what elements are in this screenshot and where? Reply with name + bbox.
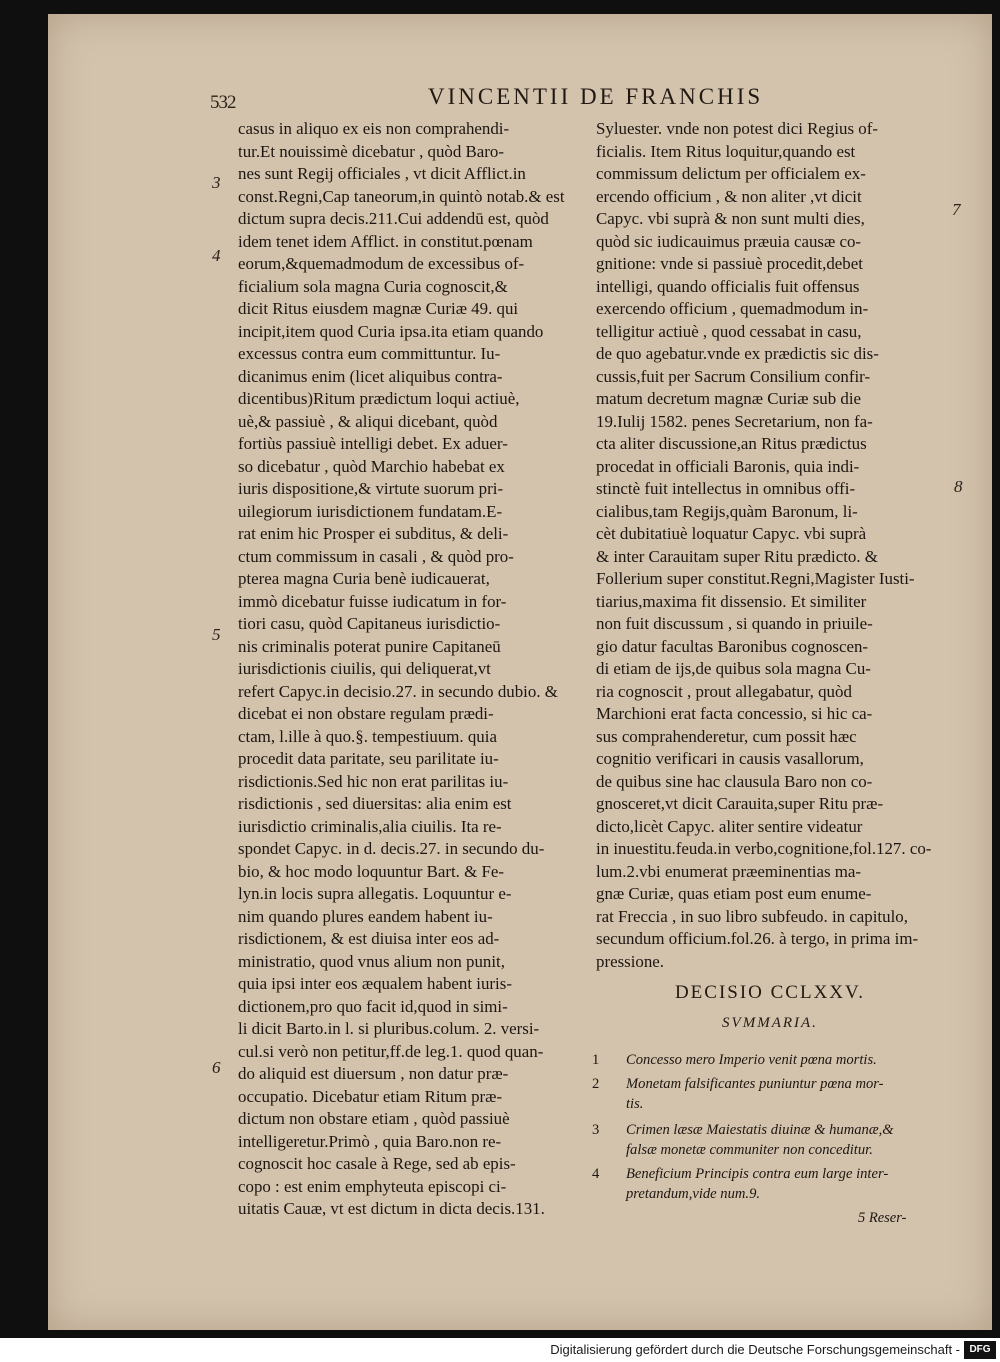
text-line: nim quando plures eandem habent iu- (238, 906, 493, 926)
text-line: rat Freccia , in suo libro subfeudo. in capitulo, (596, 906, 908, 926)
text-line: in inuestitu.feuda.in verbo,cognitione,fol.127. co- (596, 839, 932, 858)
text-line: de quo agebatur.vnde ex prædictis sic dis- (596, 344, 879, 363)
right-column-text (596, 118, 944, 973)
text-line: do aliquid est diuersum , non datur præ- (238, 1064, 509, 1083)
text-line: uè,& passiuè , & aliqui dicebant, quòd (238, 411, 498, 431)
text-line: gnosceret,vt dicit Carauita,super Ritu præ- (596, 794, 884, 813)
summary-item-text: Beneficium Principis contra eum large inter- pretandum,vide num.9. (626, 1166, 889, 1202)
dfg-logo: DFG (964, 1341, 996, 1359)
text-line: commissum delictum per officialem ex- (596, 164, 866, 183)
summary-item-3 (592, 1120, 952, 1164)
text-line: ria cognoscit , prout allegabatur, quòd (596, 681, 852, 701)
margin-number-3: 3 (212, 173, 221, 192)
text-line: cul.si verò non petitur,ff.de leg.1. quod quan- (238, 1041, 544, 1061)
text-line: cèt dubitatiuè loquatur Capyc. vbi suprà (596, 524, 867, 543)
catchword: 5 Reser- (858, 1210, 907, 1226)
footer-bar (0, 1338, 1000, 1362)
text-line: Marchioni erat facta concessio, si hic ca- (596, 704, 873, 723)
text-line: Capyc. vbi suprà & non sunt multi dies, (596, 209, 865, 228)
text-line: const.Regni,Cap taneorum,in quintò notab.& est (238, 186, 565, 206)
text-line: pterea magna Curia benè iudicauerat, (238, 569, 490, 588)
summary-item-text: Concesso mero Imperio venit pœna mortis. (626, 1052, 877, 1068)
running-head: VINCENTII DE FRANCHIS (428, 84, 764, 109)
summary-item-text: Crimen læsæ Maiestatis diuinæ & humanæ,& falsæ monetæ communiter non conceditur. (626, 1122, 894, 1158)
text-line: li dicit Barto.in l. si pluribus.colum. 2. versi- (238, 1019, 540, 1038)
text-line: cognitio verificari in causis vasallorum, (596, 749, 864, 768)
text-line: occupatio. Dicebatur etiam Ritum præ- (238, 1086, 503, 1106)
text-line: intelligeretur.Primò , quia Baro.non re- (238, 1131, 502, 1151)
text-line: tiarius,maxima fit dissensio. Et similiter (596, 591, 867, 611)
summary-item-4 (592, 1164, 952, 1208)
margin-number-5: 5 (212, 625, 221, 644)
text-line: & inter Carauitam super Ritu prædicto. & (596, 546, 878, 566)
text-line: spondet Capyc. in d. decis.27. in secundo du- (238, 839, 545, 858)
text-line: risdictionem, & est diuisa inter eos ad- (238, 929, 500, 948)
text-line: Follerium super constitut.Regni,Magister Iusti- (596, 569, 915, 588)
text-line: stinctè fuit intellectus in omnibus offi- (596, 479, 856, 498)
margin-number-4: 4 (212, 246, 221, 265)
text-line: 19.Iulij 1582. penes Secretarium, non fa- (596, 411, 873, 431)
text-line: ficialium sola magna Curia cognoscit,& (238, 276, 508, 296)
text-line: gnitione: vnde si passiuè procedit,debet (596, 254, 863, 273)
text-line: iurisdictionis ciuilis, qui deliquerat,vt (238, 659, 491, 678)
text-line: incipit,item quod Curia ipsa.ita etiam quando (238, 321, 544, 341)
summary-item-number: 4 (592, 1166, 600, 1182)
summary-item-number: 1 (592, 1052, 600, 1068)
text-line: risdictionis.Sed hic non erat parilitas iu- (238, 771, 509, 791)
margin-number-8: 8 (954, 477, 963, 496)
text-line: ctum commissum in casali , & quòd pro- (238, 546, 514, 566)
margin-number-6: 6 (212, 1058, 221, 1077)
text-line: risdictionis , sed diuersitas: alia enim est (238, 794, 512, 813)
text-line: non fuit discussum , si quando in priuile- (596, 614, 873, 633)
text-line: dicto,licèt Capyc. aliter sentire videatur (596, 816, 863, 836)
text-line: dicit Ritus eiusdem magnæ Curiæ 49. qui (238, 299, 519, 318)
text-line: Syluester. vnde non potest dici Regius of- (596, 119, 878, 138)
text-line: bio, & hoc modo loquuntur Bart. & Fe- (238, 861, 505, 881)
text-line: rat enim hic Prosper ei subditus, & deli- (238, 524, 509, 543)
text-line: nes sunt Regij officiales , vt dicit Afflict.in (238, 164, 526, 183)
text-line: nis criminalis poterat punire Capitaneū (238, 636, 501, 656)
text-line: copo : est enim emphyteuta episcopi ci- (238, 1176, 507, 1196)
text-line: uilegiorum iurisdictionem fundatam.E- (238, 501, 503, 521)
text-line: so dicebatur , quòd Marchio habebat ex (238, 456, 505, 476)
summary-item-2 (592, 1074, 952, 1118)
left-column-text (238, 118, 580, 1221)
text-line: procedit data paritate, seu parilitate iu- (238, 749, 499, 768)
text-line: cta aliter discussione,an Ritus prædictus (596, 434, 867, 453)
footer-funding-text: Digitalisierung gefördert durch die Deutsche Forschungsgemeinschaft - (550, 1342, 960, 1357)
text-line: procedat in officiali Baronis, quia indi- (596, 456, 860, 476)
text-line: tiori casu, quòd Capitaneus iurisdictio- (238, 614, 501, 633)
text-line: cussis,fuit per Sacrum Consilium confir- (596, 366, 871, 386)
text-line: dicanimus enim (licet aliquibus contra- (238, 366, 503, 386)
text-line: secundum officium.fol.26. à tergo, in prima im- (596, 929, 919, 948)
text-line: cognoscit hoc casale à Rege, sed ab epis- (238, 1154, 516, 1173)
text-line: exercendo officium , quemadmodum in- (596, 299, 869, 318)
text-line: dicebat ei non obstare regulam prædi- (238, 704, 494, 723)
summary-item-1 (592, 1050, 952, 1072)
text-line: ctam, l.ille à quo.§. tempestiuum. quia (238, 726, 497, 746)
text-line: gio datur facultas Baronibus cognoscen- (596, 636, 869, 656)
text-line: dictum supra decis.211.Cui addendū est, quòd (238, 209, 549, 228)
text-line: matum decretum magnæ Curiæ sub die (596, 389, 862, 408)
text-line: lyn.in locis supra allegatis. Loquuntur e- (238, 884, 512, 903)
text-line: sus comprahenderetur, cum possit hæc (596, 726, 857, 746)
text-line: dicentibus)Ritum prædictum loqui actiuè, (238, 389, 520, 408)
summary-item-text: Monetam falsificantes puniuntur pœna mor- tis. (626, 1076, 884, 1112)
text-line: pressione. (596, 951, 665, 971)
text-line: quòd sic iudicauimus præuia causæ co- (596, 231, 862, 251)
text-line: iurisdictio criminalis,alia ciuilis. Ita re- (238, 816, 502, 836)
decisio-title: DECISIO CCLXXV. (674, 982, 866, 1003)
page-number: 532 (210, 92, 236, 113)
text-line: ficialis. Item Ritus loquitur,quando est (596, 141, 856, 161)
text-line: casus in aliquo ex eis non comprahendi- (238, 119, 510, 138)
text-line: gnæ Curiæ, quas etiam post eum enume- (596, 884, 872, 903)
text-line: ministratio, quod vnus alium non punit, (238, 951, 505, 971)
text-line: dictionem,pro quo facit id,quod in simi- (238, 996, 508, 1016)
text-line: excessus contra eum committuntur. Iu- (238, 344, 501, 363)
text-line: de quibus sine hac clausula Baro non co- (596, 771, 873, 791)
text-line: intelligi, quando officialis fuit offensus (596, 276, 860, 296)
text-line: ercendo officium , & non aliter ,vt dicit (596, 186, 862, 206)
summary-item-number: 3 (592, 1122, 600, 1138)
text-line: lum.2.vbi enumerat præeminentias ma- (596, 861, 862, 881)
text-line: eorum,&quemadmodum de excessibus of- (238, 254, 525, 273)
text-line: dictum non obstare etiam , quòd passiuè (238, 1109, 510, 1128)
summary-item-number: 2 (592, 1076, 600, 1092)
text-line: cialibus,tam Regijs,quàm Baronum, li- (596, 501, 858, 521)
text-line: immò dicebatur fuisse iudicatum in for- (238, 591, 507, 611)
text-line: iuris dispositione,& virtute suorum pri- (238, 479, 504, 498)
text-line: uitatis Cauæ, vt est dictum in dicta decis.131. (238, 1199, 545, 1218)
text-line: fortiùs passiuè intelligi debet. Ex aduer- (238, 434, 508, 453)
text-line: refert Capyc.in decisio.27. in secundo dubio. & (238, 681, 558, 701)
text-line: telligitur actiuè , quod cessabat in casu, (596, 321, 862, 341)
text-line: idem tenet idem Afflict. in constitut.pœnam (238, 231, 533, 251)
summaria-label: SVMMARIA. (722, 1015, 818, 1031)
text-line: tur.Et nouissimè dicebatur , quòd Baro- (238, 141, 504, 161)
margin-number-7: 7 (952, 200, 961, 219)
text-line: quia ipsi inter eos æqualem habent iuris- (238, 974, 512, 993)
text-line: di etiam de ijs,de quibus sola magna Cu- (596, 659, 871, 678)
